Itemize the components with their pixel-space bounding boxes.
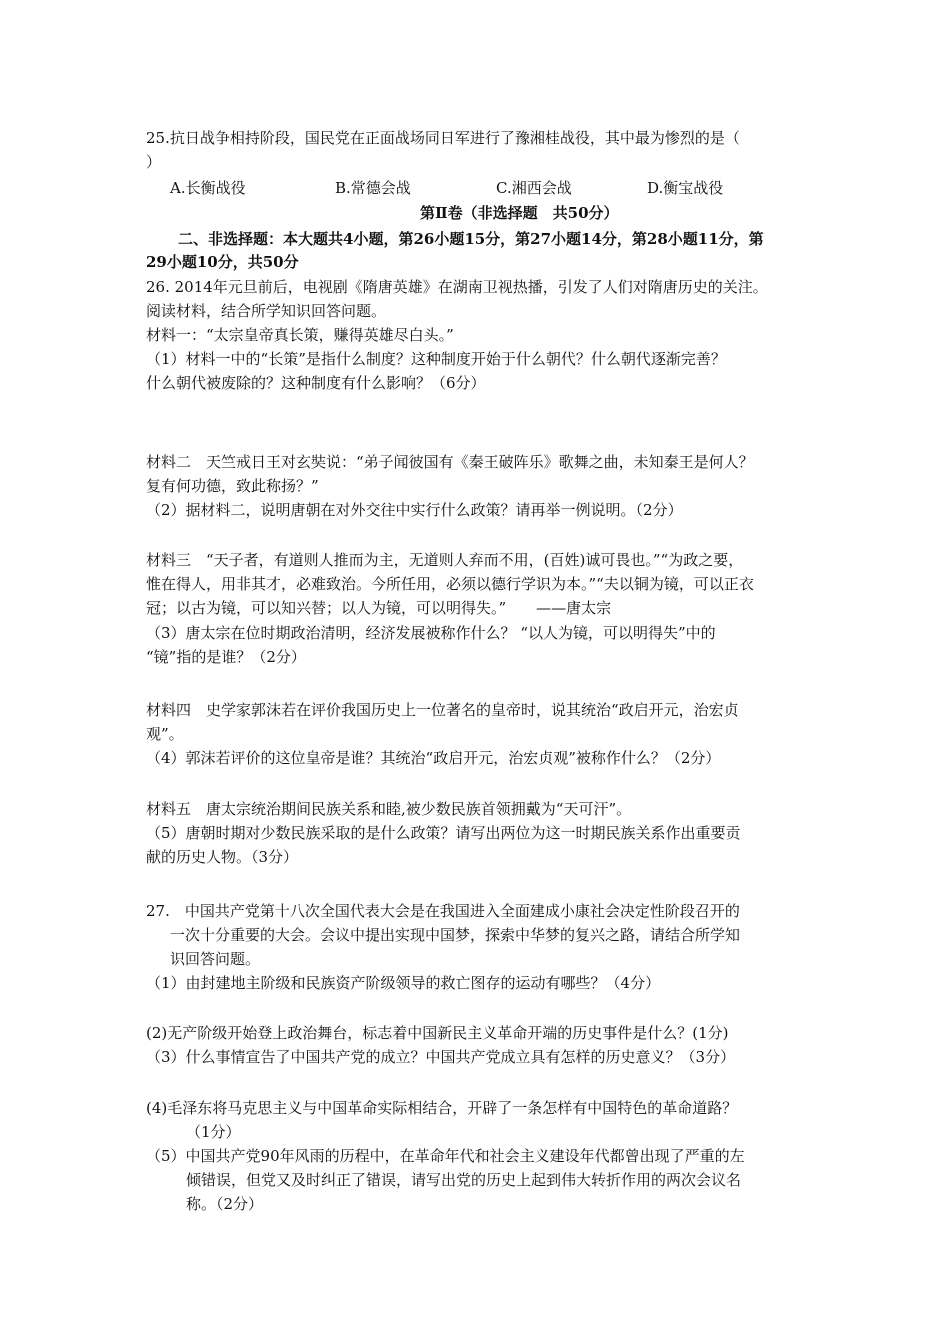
q26-question1-line2: 什么朝代被废除的？这种制度有什么影响？（6分） bbox=[146, 374, 486, 392]
q25-option-d: D.衡宝战役 bbox=[647, 179, 724, 197]
q26-material1: 材料一：“太宗皇帝真长策，赚得英雄尽白头。” bbox=[146, 326, 454, 344]
q26-material3-line3: 冠；以古为镜，可以知兴替；以人为镜，可以明得失。” ——唐太宗 bbox=[146, 599, 612, 617]
q26-question5-line2: 献的历史人物。（3分） bbox=[146, 848, 299, 866]
part2-instruction-line1: 二、非选择题：本大题共4小题，第26小题15分，第27小题14分，第28小题11分，第 bbox=[178, 230, 764, 248]
q25-stem: 25.抗日战争相持阶段，国民党在正面战场同日军进行了豫湘桂战役，其中最为惨烈的是（ bbox=[146, 129, 740, 147]
q27-question5-line1: （5）中国共产党90年风雨的历程中，在革命年代和社会主义建设年代都曾出现了严重的左 bbox=[146, 1147, 745, 1165]
q27-question3: （3）什么事情宣告了中国共产党的成立？中国共产党成立具有怎样的历史意义？（3分） bbox=[146, 1048, 736, 1066]
q25-stem-end: ） bbox=[146, 153, 162, 171]
q27-question5-line2: 倾错误，但党又及时纠正了错误，请写出党的历史上起到伟大转折作用的两次会议名 bbox=[186, 1171, 742, 1189]
q26-material3-line1: 材料三 “天子者，有道则人推而为主，无道则人弃而不用，(百姓)诚可畏也。”“为政之要， bbox=[146, 551, 744, 569]
q27-question1: （1）由封建地主阶级和民族资产阶级领导的救亡图存的运动有哪些？（4分） bbox=[146, 974, 661, 992]
q26-intro-line1: 26. 2014年元旦前后，电视剧《隋唐英雄》在湖南卫视热播，引发了人们对隋唐历史的关注。 bbox=[146, 278, 768, 296]
q26-question3-line1: （3）唐太宗在位时期政治清明，经济发展被称作什么？ “以人为镜，可以明得失”中的 bbox=[146, 624, 716, 642]
q26-material4-line1: 材料四 史学家郭沫若在评价我国历史上一位著名的皇帝时，说其统治“政启开元，治宏贞 bbox=[146, 701, 739, 719]
q26-question4: （4）郭沫若评价的这位皇帝是谁？其统治“政启开元，治宏贞观”被称作什么？（2分） bbox=[146, 749, 721, 767]
q26-material5: 材料五 唐太宗统治期间民族关系和睦,被少数民族首领拥戴为“天可汗”。 bbox=[146, 800, 632, 818]
q26-material2-line1: 材料二 天竺戒日王对玄奘说：“弟子闻彼国有《秦王破阵乐》歌舞之曲，未知秦王是何人？ bbox=[146, 453, 754, 471]
q27-question4-line2: （1分） bbox=[186, 1123, 241, 1141]
q25-option-c: C.湘西会战 bbox=[496, 179, 572, 197]
part2-title: 第Ⅱ卷（非选择题 共50分） bbox=[420, 204, 619, 222]
q26-question5-line1: （5）唐朝时期对少数民族采取的是什么政策？请写出两位为这一时期民族关系作出重要贡 bbox=[146, 824, 741, 842]
q25-option-b: B.常德会战 bbox=[335, 179, 411, 197]
q27-intro-line2: 一次十分重要的大会。会议中提出实现中国梦，探索中华梦的复兴之路，请结合所学知 bbox=[170, 926, 741, 944]
q26-material2-line2: 复有何功德，致此称扬？” bbox=[146, 477, 319, 495]
q27-intro-line1: 27. 中国共产党第十八次全国代表大会是在我国进入全面建成小康社会决定性阶段召开的 bbox=[146, 902, 740, 920]
q26-material3-line2: 惟在得人，用非其才，必难致治。今所任用，必须以德行学识为本。”“夫以铜为镜，可以正衣 bbox=[146, 575, 754, 593]
q27-question2: (2)无产阶级开始登上政治舞台，标志着中国新民主义革命开端的历史事件是什么？(1分) bbox=[146, 1024, 729, 1042]
q25-option-a: A.长衡战役 bbox=[170, 179, 246, 197]
q26-question3-line2: “镜”指的是谁？（2分） bbox=[146, 648, 306, 666]
q27-question5-line3: 称。（2分） bbox=[186, 1195, 264, 1213]
q26-question2: （2）据材料二，说明唐朝在对外交往中实行什么政策？请再举一例说明。（2分） bbox=[146, 501, 683, 519]
q27-intro-line3: 识回答问题。 bbox=[170, 950, 261, 968]
part2-instruction-line2: 29小题10分，共50分 bbox=[146, 253, 299, 271]
q26-intro-line2: 阅读材料，结合所学知识回答问题。 bbox=[146, 302, 387, 320]
q26-material4-line2: 观”。 bbox=[146, 725, 184, 743]
q27-question4-line1: (4)毛泽东将马克思主义与中国革命实际相结合，开辟了一条怎样有中国特色的革命道路？ bbox=[146, 1099, 738, 1117]
q26-question1-line1: （1）材料一中的“长策”是指什么制度？这种制度开始于什么朝代？什么朝代逐渐完善？ bbox=[146, 350, 726, 368]
